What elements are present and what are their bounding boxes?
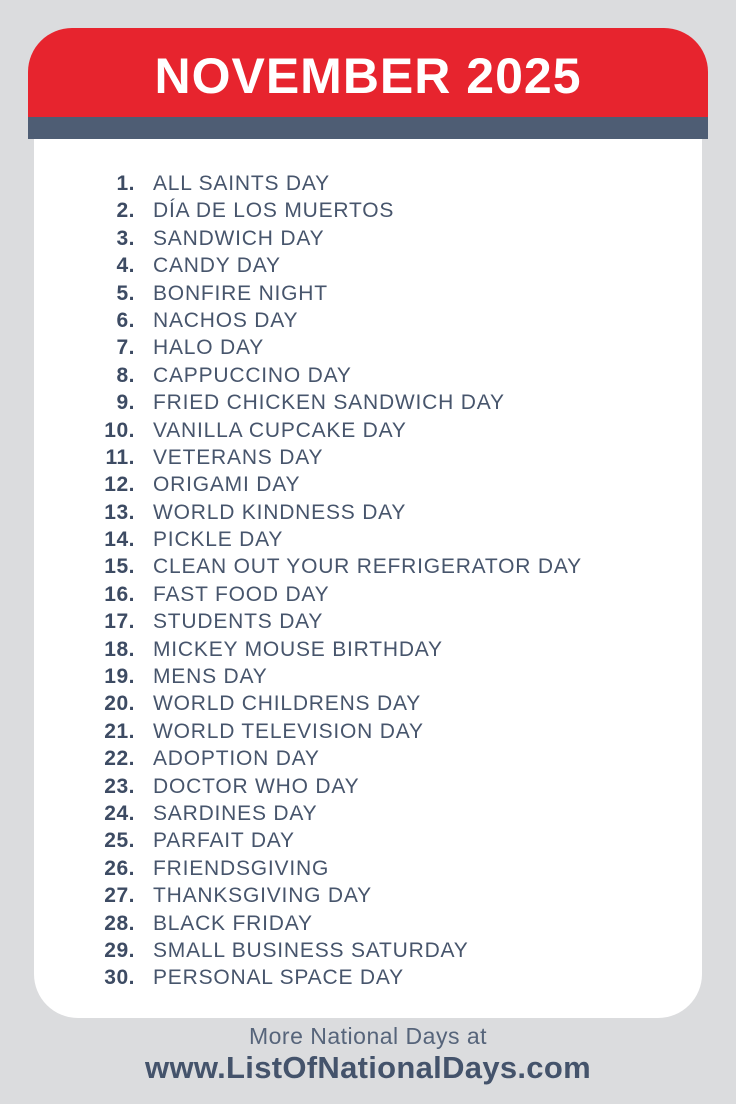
list-item <box>34 745 702 772</box>
list-item <box>34 252 702 279</box>
list-item <box>34 800 702 827</box>
footer <box>0 1022 736 1086</box>
day-number: 4. <box>116 254 135 278</box>
list-item <box>34 553 702 580</box>
day-label: CAPPUCCINO DAY <box>153 363 352 387</box>
day-number: 22. <box>104 747 135 771</box>
day-number: 20. <box>104 692 135 716</box>
day-label: CANDY DAY <box>153 254 281 278</box>
list-item <box>34 773 702 800</box>
day-number: 16. <box>104 582 135 606</box>
month-banner <box>28 28 708 117</box>
day-label: SARDINES DAY <box>153 801 318 825</box>
day-number: 14. <box>104 528 135 552</box>
day-number: 26. <box>104 856 135 880</box>
list-item <box>34 499 702 526</box>
day-label: BLACK FRIDAY <box>153 911 313 935</box>
list-item <box>34 882 702 909</box>
list-item <box>34 444 702 471</box>
day-number: 17. <box>104 610 135 634</box>
days-card <box>34 139 702 1018</box>
day-label: WORLD TELEVISION DAY <box>153 719 424 743</box>
list-item <box>34 581 702 608</box>
day-label: CLEAN OUT YOUR REFRIGERATOR DAY <box>153 555 582 579</box>
day-number: 6. <box>116 308 135 332</box>
list-item <box>34 608 702 635</box>
day-number: 13. <box>104 500 135 524</box>
list-item <box>34 197 702 224</box>
footer-url: www.ListOfNationalDays.com <box>145 1050 591 1085</box>
list-item <box>34 307 702 334</box>
day-label: SANDWICH DAY <box>153 226 325 250</box>
list-item <box>34 718 702 745</box>
day-label: THANKSGIVING DAY <box>153 884 372 908</box>
day-label: SMALL BUSINESS SATURDAY <box>153 938 469 962</box>
day-label: FRIENDSGIVING <box>153 856 330 880</box>
day-label: PERSONAL SPACE DAY <box>153 966 404 990</box>
list-item <box>34 526 702 553</box>
list-item <box>34 417 702 444</box>
day-label: DOCTOR WHO DAY <box>153 774 360 798</box>
day-number: 10. <box>104 418 135 442</box>
day-number: 29. <box>104 938 135 962</box>
list-item <box>34 471 702 498</box>
list-item <box>34 937 702 964</box>
day-number: 18. <box>104 637 135 661</box>
day-number: 28. <box>104 911 135 935</box>
day-number: 23. <box>104 774 135 798</box>
day-number: 3. <box>116 226 135 250</box>
day-label: ALL SAINTS DAY <box>153 172 330 195</box>
list-item <box>34 690 702 717</box>
day-label: WORLD CHILDRENS DAY <box>153 692 422 716</box>
day-label: MENS DAY <box>153 665 268 689</box>
day-label: ADOPTION DAY <box>153 747 320 771</box>
day-label: PARFAIT DAY <box>153 829 295 853</box>
day-number: 21. <box>104 719 135 743</box>
day-number: 11. <box>105 445 135 469</box>
day-label: VETERANS DAY <box>153 445 324 469</box>
banner-stripe <box>28 117 708 139</box>
day-number: 30. <box>104 966 135 990</box>
list-item <box>34 334 702 361</box>
day-number: 2. <box>116 199 135 223</box>
day-number: 25. <box>104 829 135 853</box>
list-item <box>34 910 702 937</box>
footer-tagline: More National Days at <box>248 1023 488 1049</box>
list-item <box>34 389 702 416</box>
day-number: 24. <box>104 801 135 825</box>
list-item <box>34 855 702 882</box>
day-number: 8. <box>116 363 135 387</box>
day-number: 19. <box>104 665 135 689</box>
day-label: WORLD KINDNESS DAY <box>153 500 407 524</box>
day-number: 15. <box>104 555 135 579</box>
month-title: NOVEMBER 2025 <box>154 47 582 104</box>
list-item <box>34 280 702 307</box>
list-item <box>34 170 702 197</box>
day-number: 12. <box>104 473 135 497</box>
day-number: 1. <box>116 172 135 195</box>
day-label: ORIGAMI DAY <box>153 473 301 497</box>
list-item <box>34 636 702 663</box>
day-label: MICKEY MOUSE BIRTHDAY <box>153 637 443 661</box>
day-list <box>34 170 702 992</box>
day-label: HALO DAY <box>153 336 265 360</box>
list-item <box>34 362 702 389</box>
day-label: FRIED CHICKEN SANDWICH DAY <box>153 391 505 415</box>
day-label: PICKLE DAY <box>153 528 284 552</box>
day-label: NACHOS DAY <box>153 308 299 332</box>
day-number: 5. <box>116 281 135 305</box>
list-item <box>34 663 702 690</box>
day-label: VANILLA CUPCAKE DAY <box>153 418 407 442</box>
day-label: FAST FOOD DAY <box>153 582 330 606</box>
day-number: 27. <box>104 884 135 908</box>
day-number: 7. <box>116 336 135 360</box>
list-item <box>34 964 702 991</box>
day-label: STUDENTS DAY <box>153 610 324 634</box>
day-number: 9. <box>116 391 135 415</box>
day-label: BONFIRE NIGHT <box>153 281 328 305</box>
list-item <box>34 225 702 252</box>
day-label: DÍA DE LOS MUERTOS <box>153 199 395 223</box>
list-item <box>34 827 702 854</box>
